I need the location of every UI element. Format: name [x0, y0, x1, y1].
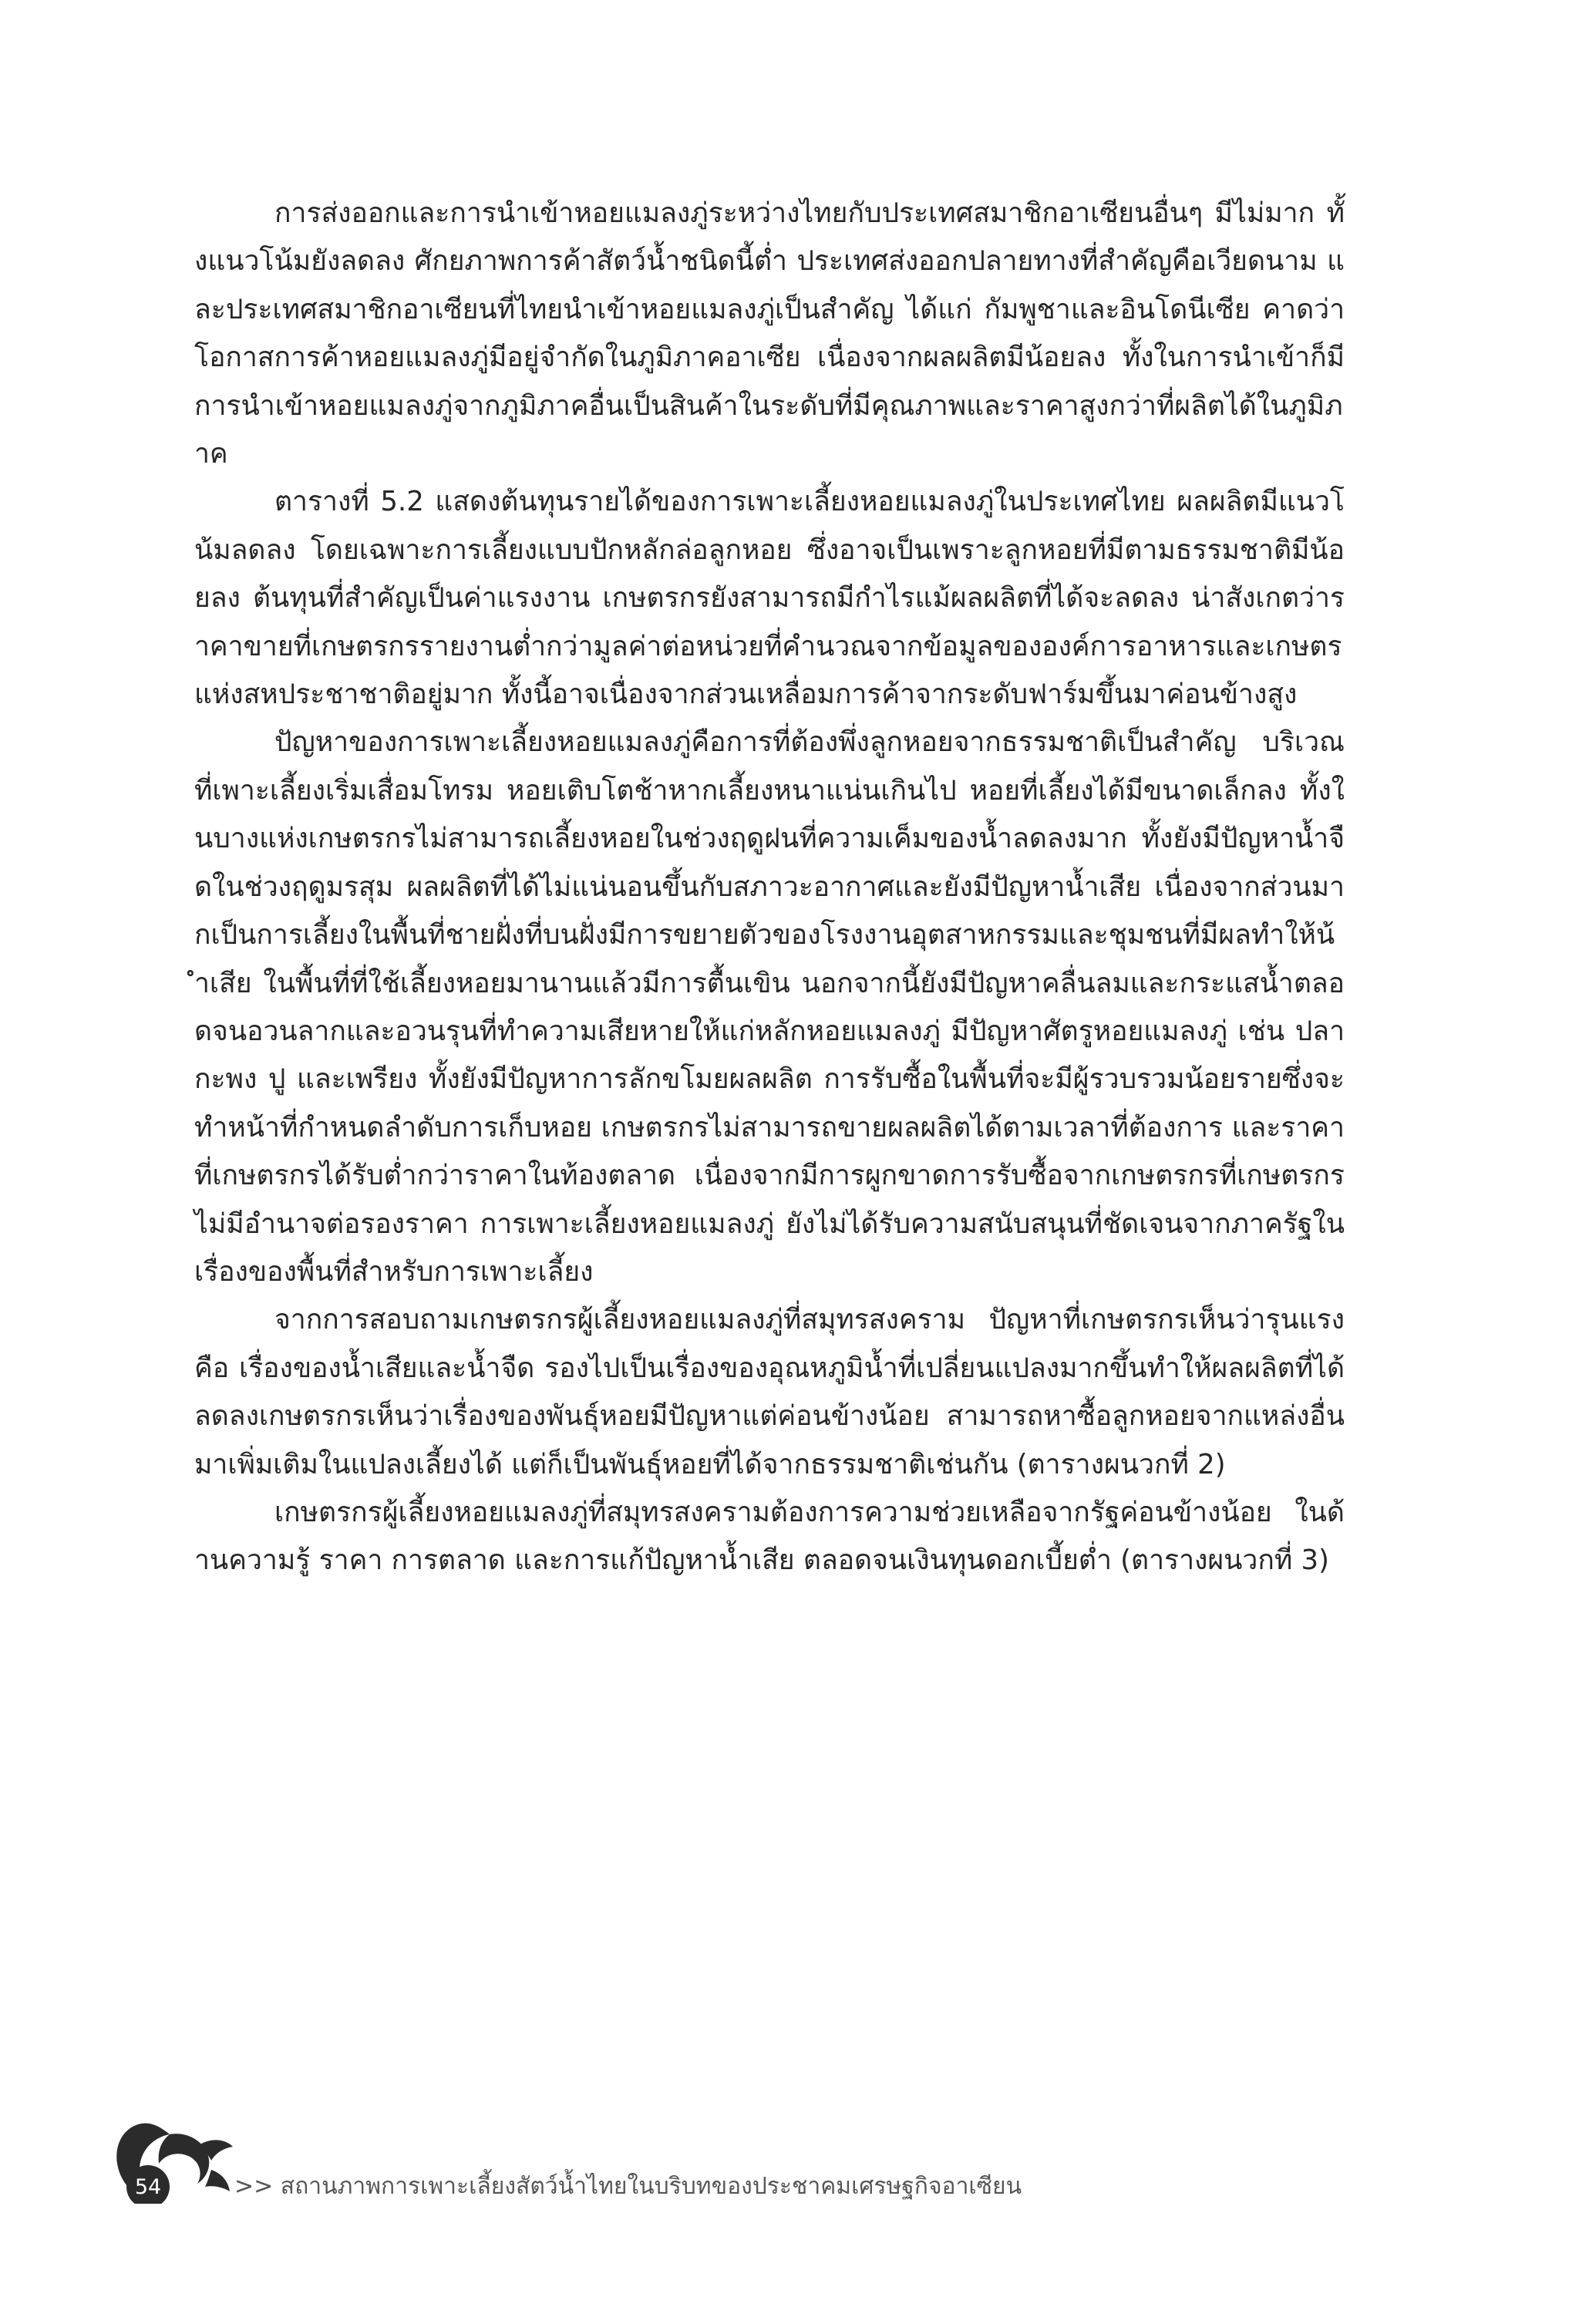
paragraph-assistance: เกษตรกรผู้เลี้ยงหอยแมลงภู่ที่สมุทรสงครามต้องการความช่วยเหลือจากรัฐค่อนข้างน้อย ในด้านความรู้ ราคา การตลาด และการแก้ปัญหาน้ำเสีย ตลอดจนเงินทุนดอกเบี้ยต่ำ (ตารางผนวกที่ 3): [194, 1496, 1345, 1577]
paragraph-table-5-2: ตารางที่ 5.2 แสดงต้นทุนรายได้ของการเพาะเลี้ยงหอยแมลงภู่ในประเทศไทย ผลผลิตมีแนวโน้มลดลง โดยเฉพาะการเลี้ยงแบบปักหลักล่อลูกหอย ซึ่งอาจเป็นเพราะลูกหอยที่มีตามธรรมชาติมีน้อยลง ต้นทุนที่สำคัญเป็นค่าแรงงาน เกษตรกรยังสามารถมีกำไรแม้ผลผลิตที่ได้จะลดลง น่าสังเกตว่าราคาขายที่เกษตรกรรายงานต่ำกว่ามูลค่าต่อหน่วยที่คำนวณจากข้อมูลขององค์การอาหารและเกษตรแห่งสหประชาชาติอยู่มาก ทั้งนี้อาจเนื่องจากส่วนเหลื่อมการค้าจากระดับฟาร์มขึ้นมาค่อนข้างสูง: [194, 486, 1345, 711]
paragraph-export-import: การส่งออกและการนำเข้าหอยแมลงภู่ระหว่างไทยกับประเทศสมาชิกอาเซียนอื่นๆ มีไม่มาก ทั้งแนวโน้มยังลดลง ศักยภาพการค้าสัตว์น้ำชนิดนี้ต่ำ ประเทศส่งออกปลายทางที่สำคัญคือเวียดนาม และประเทศสมาชิกอาเซียนที่ไทยนำเข้าหอยแมลงภู่เป็นสำคัญ ได้แก่ กัมพูชาและอินโดนีเซีย คาดว่าโอกาสการค้าหอยแมลงภู่มีอยู่จำกัดในภูมิภาคอาเซีย เนื่องจากผลผลิตมีน้อยลง ทั้งในการนำเข้าก็มีการนำเข้าหอยแมลงภู่จากภูมิภาคอื่นเป็นสินค้าในระดับที่มีคุณภาพและราคาสูงกว่าที่ผลิตได้ในภูมิภาค: [194, 197, 1345, 470]
body-text: [194, 190, 1345, 1585]
page-footer: [113, 2119, 1192, 2204]
paragraph-problems: ปัญหาของการเพาะเลี้ยงหอยแมลงภู่คือการที่ต้องพึ่งลูกหอยจากธรรมชาติเป็นสำคัญ บริเวณที่เพาะเลี้ยงเริ่มเสื่อมโทรม หอยเติบโตช้าหากเลี้ยงหนาแน่นเกินไป หอยที่เลี้ยงได้มีขนาดเล็กลง ทั้งในบางแห่งเกษตรกรไม่สามารถเลี้ยงหอยในช่วงฤดูฝนที่ความเค็มของน้ำลดลงมาก ทั้งยังมีปัญหาน้ำจืดในช่วงฤดูมรสุม ผลผลิตที่ได้ไม่แน่นอนขึ้นกับสภาวะอากาศและยังมีปัญหาน้ำเสีย เนื่องจากส่วนมากเป็นการเลี้ยงในพื้นที่ชายฝั่งที่บนฝั่งมีการขยายตัวของโรงงานอุตสาหกรรมและชุมชนที่มีผลทำให้น้ำเสีย ในพื้นที่ที่ใช้เลี้ยงหอยมานานแล้วมีการตื้นเขิน นอกจากนี้ยังมีปัญหาคลื่นลมและกระแสน้ำตลอดจนอวนลากและอวนรุนที่ทำความเสียหายให้แก่หลักหอยแมลงภู่ มีปัญหาศัตรูหอยแมลงภู่ เช่น ปลากะพง ปู และเพรียง ทั้งยังมีปัญหาการลักขโมยผลผลิต การรับซื้อในพื้นที่จะมีผู้รวบรวมน้อยรายซึ่งจะทำหน้าที่กำหนดลำดับการเก็บหอย เกษตรกรไม่สามารถขายผลผลิตได้ตามเวลาที่ต้องการ และราคาที่เกษตรกรได้รับต่ำกว่าราคาในท้องตลาด เนื่องจากมีการผูกขาดการรับซื้อจากเกษตรกรที่เกษตรกรไม่มีอำนาจต่อรองราคา การเพาะเลี้ยงหอยแมลงภู่ ยังไม่ได้รับความสนับสนุนที่ชัดเจนจากภาครัฐในเรื่องของพื้นที่สำหรับการเพาะเลี้ยง: [194, 726, 1345, 1288]
paragraph-survey: จากการสอบถามเกษตรกรผู้เลี้ยงหอยแมลงภู่ที่สมุทรสงคราม ปัญหาที่เกษตรกรเห็นว่ารุนแรงคือ เรื่องของน้ำเสียและน้ำจืด รองไปเป็นเรื่องของอุณหภูมิน้ำที่เปลี่ยนแปลงมากขึ้นทำให้ผลผลิตที่ได้ลดลงเกษตรกรเห็นว่าเรื่องของพันธุ์หอยมีปัญหาแต่ค่อนข้างน้อย สามารถหาซื้อลูกหอยจากแหล่งอื่นมาเพิ่มเติมในแปลงเลี้ยงได้ แต่ก็เป็นพันธุ์หอยที่ได้จากธรรมชาติเช่นกัน (ตารางผนวกที่ 2): [194, 1304, 1345, 1480]
running-title: >> สถานภาพการเพาะเลี้ยงสัตว์น้ำไทยในบริบทของประชาคมเศรษฐกิจอาเซียน: [234, 2173, 1022, 2200]
page-number: 54: [134, 2175, 162, 2199]
